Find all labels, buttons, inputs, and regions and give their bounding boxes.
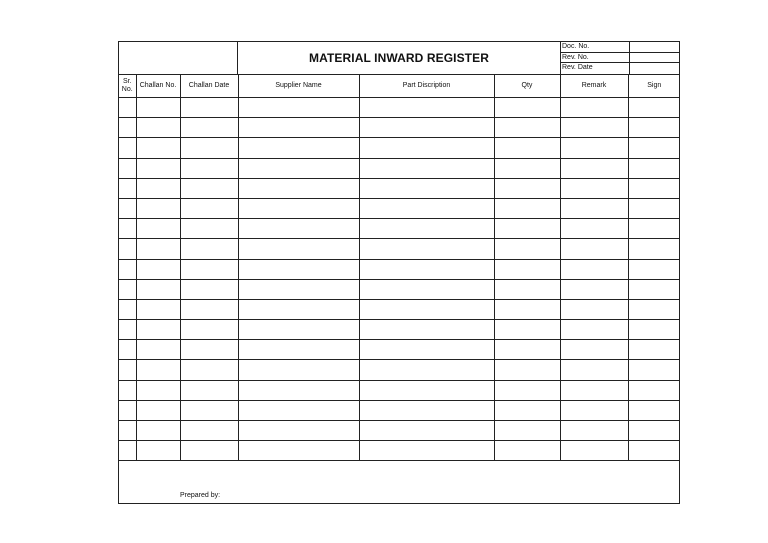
cell-part-description[interactable] (359, 98, 494, 118)
cell-remark[interactable] (560, 259, 628, 279)
cell-supplier-name[interactable] (238, 98, 359, 118)
cell-sign[interactable] (628, 400, 680, 420)
cell-qty[interactable] (494, 98, 560, 118)
cell-part-description[interactable] (359, 118, 494, 138)
cell-qty[interactable] (494, 421, 560, 441)
cell-sign[interactable] (628, 118, 680, 138)
cell-supplier-name[interactable] (238, 259, 359, 279)
cell-sign[interactable] (628, 239, 680, 259)
cell-supplier-name[interactable] (238, 239, 359, 259)
cell-challan-date[interactable] (180, 340, 238, 360)
table-row (119, 219, 680, 239)
cell-sr-no[interactable] (119, 219, 136, 239)
cell-sr-no[interactable] (119, 340, 136, 360)
table-row (119, 239, 680, 259)
footer-area (119, 461, 680, 503)
meta-row-rev-date (561, 63, 680, 74)
cell-challan-date[interactable] (180, 380, 238, 400)
cell-supplier-name[interactable] (238, 380, 359, 400)
cell-sr-no[interactable] (119, 178, 136, 198)
cell-challan-no[interactable] (136, 299, 180, 319)
cell-challan-no[interactable] (136, 380, 180, 400)
cell-qty[interactable] (494, 178, 560, 198)
cell-part-description[interactable] (359, 219, 494, 239)
cell-remark[interactable] (560, 360, 628, 380)
table-row (119, 441, 680, 461)
cell-part-description[interactable] (359, 380, 494, 400)
cell-qty[interactable] (494, 219, 560, 239)
cell-qty[interactable] (494, 400, 560, 420)
cell-part-description[interactable] (359, 441, 494, 461)
cell-supplier-name[interactable] (238, 118, 359, 138)
cell-challan-date[interactable] (180, 118, 238, 138)
cell-sign[interactable] (628, 360, 680, 380)
cell-remark[interactable] (560, 98, 628, 118)
cell-sr-no[interactable] (119, 118, 136, 138)
rev-no-value (630, 53, 680, 63)
rev-date-value (630, 63, 680, 74)
cell-sign[interactable] (628, 98, 680, 118)
cell-qty[interactable] (494, 320, 560, 340)
cell-challan-date[interactable] (180, 198, 238, 218)
cell-challan-date[interactable] (180, 421, 238, 441)
table-row (119, 340, 680, 360)
table-row (119, 259, 680, 279)
cell-supplier-name[interactable] (238, 360, 359, 380)
col-header-sr-no: Sr. No. (119, 75, 136, 98)
cell-supplier-name[interactable] (238, 340, 359, 360)
meta-row-doc-no (561, 42, 680, 53)
meta-row-rev-no (561, 53, 680, 64)
rev-date-label: Rev. Date (561, 63, 630, 74)
cell-qty[interactable] (494, 360, 560, 380)
cell-part-description[interactable] (359, 158, 494, 178)
cell-remark[interactable] (560, 158, 628, 178)
cell-sr-no[interactable] (119, 421, 136, 441)
table-row (119, 98, 680, 118)
cell-challan-no[interactable] (136, 158, 180, 178)
cell-challan-date[interactable] (180, 219, 238, 239)
cell-challan-date[interactable] (180, 158, 238, 178)
table-row (119, 198, 680, 218)
cell-sign[interactable] (628, 138, 680, 158)
cell-challan-no[interactable] (136, 421, 180, 441)
cell-supplier-name[interactable] (238, 299, 359, 319)
cell-sr-no[interactable] (119, 198, 136, 218)
cell-supplier-name[interactable] (238, 178, 359, 198)
table-row (119, 320, 680, 340)
table-row (119, 279, 680, 299)
cell-sr-no[interactable] (119, 299, 136, 319)
form-title: MATERIAL INWARD REGISTER (309, 51, 489, 65)
document-meta-block (560, 42, 680, 74)
cell-challan-date[interactable] (180, 279, 238, 299)
cell-sign[interactable] (628, 340, 680, 360)
cell-sr-no[interactable] (119, 98, 136, 118)
cell-part-description[interactable] (359, 400, 494, 420)
cell-challan-date[interactable] (180, 360, 238, 380)
cell-sign[interactable] (628, 259, 680, 279)
cell-sign[interactable] (628, 219, 680, 239)
cell-part-description[interactable] (359, 320, 494, 340)
cell-remark[interactable] (560, 441, 628, 461)
cell-challan-date[interactable] (180, 98, 238, 118)
cell-remark[interactable] (560, 178, 628, 198)
cell-challan-no[interactable] (136, 198, 180, 218)
col-header-sign: Sign (628, 75, 680, 98)
cell-remark[interactable] (560, 400, 628, 420)
cell-challan-no[interactable] (136, 360, 180, 380)
cell-remark[interactable] (560, 421, 628, 441)
cell-qty[interactable] (494, 441, 560, 461)
cell-challan-no[interactable] (136, 320, 180, 340)
cell-sr-no[interactable] (119, 279, 136, 299)
cell-part-description[interactable] (359, 360, 494, 380)
cell-qty[interactable] (494, 380, 560, 400)
cell-remark[interactable] (560, 340, 628, 360)
cell-part-description[interactable] (359, 178, 494, 198)
header-blank-cell (119, 42, 238, 74)
cell-supplier-name[interactable] (238, 138, 359, 158)
table-row (119, 421, 680, 441)
cell-sr-no[interactable] (119, 400, 136, 420)
cell-qty[interactable] (494, 239, 560, 259)
cell-sign[interactable] (628, 299, 680, 319)
cell-challan-date[interactable] (180, 320, 238, 340)
cell-sign[interactable] (628, 198, 680, 218)
cell-remark[interactable] (560, 219, 628, 239)
cell-supplier-name[interactable] (238, 441, 359, 461)
doc-no-label: Doc. No. (561, 42, 630, 52)
cell-remark[interactable] (560, 380, 628, 400)
cell-challan-no[interactable] (136, 259, 180, 279)
cell-sign[interactable] (628, 158, 680, 178)
cell-challan-date[interactable] (180, 441, 238, 461)
cell-supplier-name[interactable] (238, 400, 359, 420)
cell-remark[interactable] (560, 299, 628, 319)
cell-sr-no[interactable] (119, 380, 136, 400)
cell-part-description[interactable] (359, 138, 494, 158)
cell-challan-date[interactable] (180, 259, 238, 279)
cell-supplier-name[interactable] (238, 219, 359, 239)
cell-part-description[interactable] (359, 198, 494, 218)
cell-sr-no[interactable] (119, 158, 136, 178)
cell-qty[interactable] (494, 118, 560, 138)
table-row (119, 118, 680, 138)
cell-sr-no[interactable] (119, 239, 136, 259)
col-header-supplier-name: Supplier Name (238, 75, 359, 98)
cell-sr-no[interactable] (119, 138, 136, 158)
cell-sr-no[interactable] (119, 441, 136, 461)
table-row (119, 299, 680, 319)
cell-part-description[interactable] (359, 421, 494, 441)
cell-challan-no[interactable] (136, 98, 180, 118)
cell-part-description[interactable] (359, 239, 494, 259)
rev-no-label: Rev. No. (561, 53, 630, 63)
cell-qty[interactable] (494, 158, 560, 178)
cell-qty[interactable] (494, 340, 560, 360)
cell-challan-date[interactable] (180, 239, 238, 259)
cell-part-description[interactable] (359, 299, 494, 319)
cell-challan-no[interactable] (136, 340, 180, 360)
cell-sign[interactable] (628, 380, 680, 400)
cell-part-description[interactable] (359, 340, 494, 360)
cell-challan-date[interactable] (180, 138, 238, 158)
cell-remark[interactable] (560, 138, 628, 158)
prepared-by-label: Prepared by: (180, 492, 221, 499)
cell-challan-no[interactable] (136, 400, 180, 420)
cell-challan-date[interactable] (180, 299, 238, 319)
cell-sign[interactable] (628, 441, 680, 461)
cell-challan-date[interactable] (180, 400, 238, 420)
header-row (119, 75, 680, 98)
cell-remark[interactable] (560, 279, 628, 299)
cell-qty[interactable] (494, 299, 560, 319)
table-row (119, 158, 680, 178)
cell-qty[interactable] (494, 138, 560, 158)
cell-remark[interactable] (560, 198, 628, 218)
cell-sign[interactable] (628, 421, 680, 441)
col-header-part-description: Part Discription (359, 75, 494, 98)
table-row (119, 380, 680, 400)
cell-qty[interactable] (494, 198, 560, 218)
cell-supplier-name[interactable] (238, 158, 359, 178)
cell-sign[interactable] (628, 279, 680, 299)
cell-sign[interactable] (628, 178, 680, 198)
material-inward-register-form (118, 41, 680, 504)
cell-supplier-name[interactable] (238, 421, 359, 441)
col-header-challan-date: Challan Date (180, 75, 238, 98)
cell-sr-no[interactable] (119, 360, 136, 380)
register-body (119, 98, 680, 461)
table-row (119, 138, 680, 158)
cell-remark[interactable] (560, 239, 628, 259)
cell-sr-no[interactable] (119, 259, 136, 279)
cell-challan-no[interactable] (136, 118, 180, 138)
cell-sign[interactable] (628, 320, 680, 340)
cell-challan-no[interactable] (136, 239, 180, 259)
cell-supplier-name[interactable] (238, 320, 359, 340)
cell-qty[interactable] (494, 279, 560, 299)
cell-challan-no[interactable] (136, 441, 180, 461)
cell-challan-no[interactable] (136, 138, 180, 158)
cell-supplier-name[interactable] (238, 198, 359, 218)
cell-remark[interactable] (560, 118, 628, 138)
table-row (119, 400, 680, 420)
cell-challan-no[interactable] (136, 178, 180, 198)
cell-sr-no[interactable] (119, 320, 136, 340)
cell-part-description[interactable] (359, 259, 494, 279)
table-row (119, 360, 680, 380)
table-row (119, 178, 680, 198)
cell-remark[interactable] (560, 320, 628, 340)
cell-challan-date[interactable] (180, 178, 238, 198)
cell-challan-no[interactable] (136, 219, 180, 239)
cell-qty[interactable] (494, 259, 560, 279)
cell-supplier-name[interactable] (238, 279, 359, 299)
col-header-remark: Remark (560, 75, 628, 98)
doc-no-value (630, 42, 680, 52)
cell-challan-no[interactable] (136, 279, 180, 299)
col-header-qty: Qty (494, 75, 560, 98)
cell-part-description[interactable] (359, 279, 494, 299)
col-header-challan-no: Challan No. (136, 75, 180, 98)
register-table (119, 74, 680, 461)
